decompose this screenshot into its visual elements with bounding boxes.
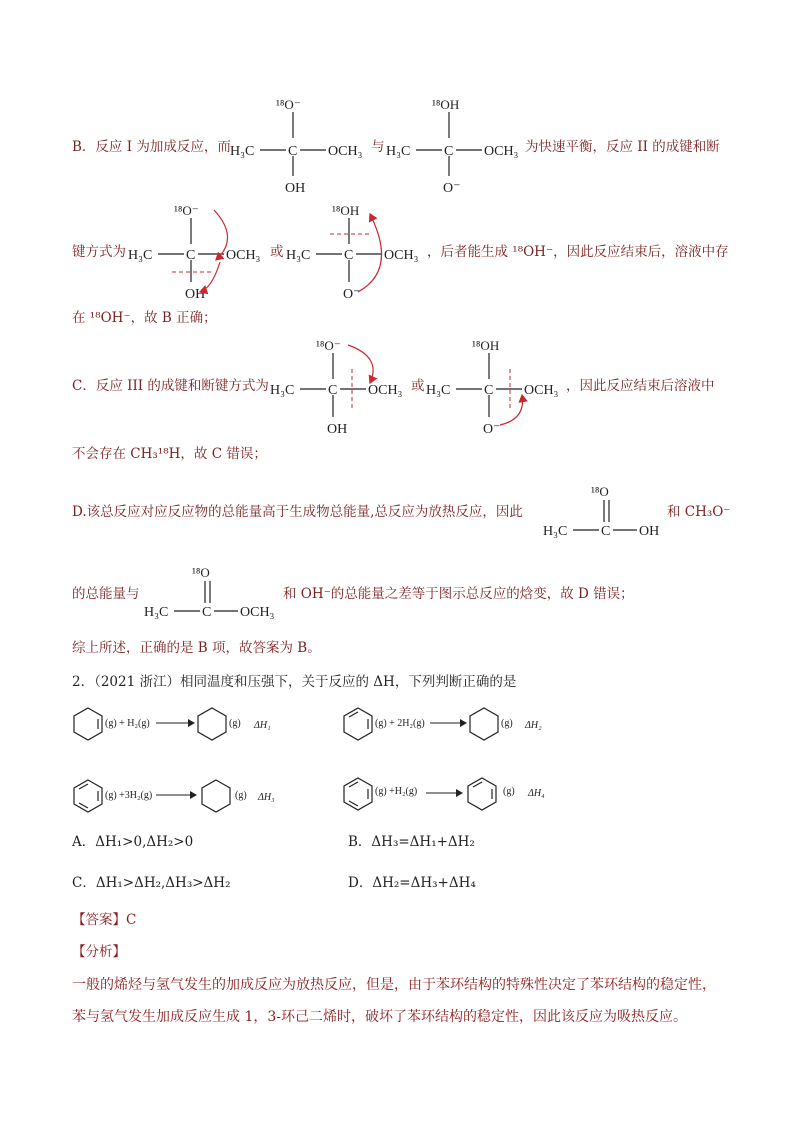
reaction-1 (72, 706, 292, 742)
h3c: H₃C (543, 524, 568, 539)
c-atom: C (328, 383, 338, 398)
c-atom: C (601, 524, 611, 539)
reaction-3 (72, 778, 292, 814)
o18h: ¹⁸OH (332, 203, 360, 218)
h3c: H₃C (230, 144, 255, 159)
b-line2-a: 键方式为 (72, 244, 126, 260)
c-atom: C (186, 248, 196, 263)
b-line1-c: 为快速平衡，反应 II 的成键和断 (525, 139, 720, 155)
h3c: H₃C (144, 605, 169, 620)
o18: ¹⁸O (192, 565, 210, 580)
b-line1-a: B．反应 I 为加成反应，而 (72, 139, 231, 155)
o18h: ¹⁸OH (472, 338, 500, 353)
g-label: (g) (501, 718, 513, 729)
h3c: H₃C (426, 383, 451, 398)
och3: OCH₃ (368, 383, 403, 398)
c-line1-c: ，因此反应结束后溶液中 (566, 378, 715, 394)
cyclohexane-ring (198, 708, 226, 740)
och3: OCH₃ (328, 144, 363, 159)
o-minus: O⁻ (483, 422, 501, 437)
option-a[interactable]: A．ΔH₁>0,ΔH₂>0 (72, 834, 194, 850)
c-line1-b: 或 (411, 378, 425, 394)
o18-minus: ¹⁸O⁻ (174, 203, 199, 218)
arrow-curved (500, 395, 523, 425)
structure-c1 (270, 335, 410, 439)
b-line1-b: 与 (371, 139, 385, 155)
oh: OH (639, 524, 660, 539)
question-number: 2． (72, 674, 95, 690)
c-atom: C (288, 144, 298, 159)
answer-label: 【答案】 (72, 912, 126, 928)
och3: OCH₃ (226, 248, 261, 263)
r2-dh: ΔH₂ (525, 720, 542, 731)
och3: OCH₃ (484, 144, 519, 159)
d-line2-b: 和 OH⁻的总能量之差等于图示总反应的焓变，故 D 错误； (283, 586, 634, 602)
b-line3: 在 ¹⁸OH⁻，故 B 正确； (72, 310, 217, 326)
r2-reagent: (g) + 2H₂(g) (375, 718, 425, 729)
structure-b4 (286, 200, 426, 304)
o-minus: O⁻ (443, 181, 461, 196)
cyclohexane-ring (470, 708, 498, 740)
summary-line: 综上所述，正确的是 B 项，故答案为 B。 (72, 640, 321, 656)
och3: OCH₃ (524, 383, 559, 398)
och3: OCH₃ (240, 605, 275, 620)
h3c: H₃C (270, 383, 295, 398)
structure-d2 (144, 563, 284, 625)
d-line1-b: 和 CH₃O⁻ (667, 504, 731, 520)
arrow-curved (358, 214, 382, 292)
analysis-p1: 一般的烯烃与氢气发生的加成反应为放热反应，但是，由于苯环结构的特殊性决定了苯环结构的稳定性， (72, 977, 716, 993)
o-minus: O⁻ (343, 287, 361, 302)
g-label: (g) (229, 718, 241, 729)
c-atom: C (444, 144, 454, 159)
c-line2: 不会存在 CH₃¹⁸H，故 C 错误； (72, 446, 267, 462)
r3-reagent: (g) +3H₂(g) (105, 790, 153, 801)
reaction-2 (342, 706, 562, 742)
answer-value: C (126, 912, 137, 928)
structure-c2 (426, 335, 566, 439)
question-source: （2021 浙江） (94, 674, 180, 690)
option-d[interactable]: D．ΔH₂=ΔH₃+ΔH₄ (348, 875, 476, 891)
o18: ¹⁸O (591, 484, 609, 499)
d-line2-a: 的总能量与 (72, 586, 140, 602)
answer-line (72, 914, 136, 928)
c-atom: C (484, 383, 494, 398)
structure-d1 (543, 482, 673, 542)
h3c: H₃C (286, 248, 311, 263)
r4-reagent: (g) +H₂(g) (375, 786, 418, 797)
c-atom: C (202, 605, 212, 620)
r3-dh: ΔH₃ (258, 792, 275, 803)
question-2 (72, 676, 516, 690)
r1-dh: ΔH₁ (254, 720, 271, 731)
oh: OH (327, 422, 348, 437)
och3: OCH₃ (384, 248, 419, 263)
c-atom: C (344, 248, 354, 263)
b-line2-b: 或 (270, 244, 284, 260)
structure-b3 (128, 200, 268, 304)
analysis-p2: 苯与氢气发生加成反应生成 1，3-环己二烯时，破坏了苯环结构的稳定性，因此该反应为吸热反应。 (72, 1009, 687, 1025)
g-label: (g) (235, 790, 247, 801)
h3c: H₃C (386, 144, 411, 159)
c-line1-a: C．反应 III 的成键和断键方式为 (72, 378, 269, 394)
question-text: 相同温度和压强下，关于反应的 ΔH，下列判断正确的是 (180, 674, 517, 690)
reaction-4 (342, 776, 562, 812)
h3c: H₃C (128, 248, 153, 263)
r1-reagent: (g) + H₂(g) (105, 718, 150, 729)
oh: OH (185, 287, 206, 302)
analysis-label: 【分析】 (72, 944, 126, 960)
cyclohexane-ring (202, 780, 230, 812)
b-line2-c: ，后者能生成 ¹⁸OH⁻，因此反应结束后，溶液中存 (427, 244, 729, 260)
option-c[interactable]: C．ΔH₁>ΔH₂,ΔH₃>ΔH₂ (72, 875, 231, 891)
structure-b1 (230, 96, 370, 196)
o18h: ¹⁸OH (432, 97, 460, 112)
o18-minus: ¹⁸O⁻ (276, 97, 301, 112)
structure-b2 (386, 96, 526, 196)
g-label: (g) (503, 786, 515, 797)
o18-minus: ¹⁸O⁻ (316, 338, 341, 353)
d-line1-a: D.该总反应对应反应物的总能量高于生成物总能量,总反应为放热反应，因此 (72, 504, 523, 520)
option-b[interactable]: B．ΔH₃=ΔH₁+ΔH₂ (348, 834, 475, 850)
oh: OH (285, 181, 306, 196)
r4-dh: ΔH₄ (528, 788, 545, 799)
